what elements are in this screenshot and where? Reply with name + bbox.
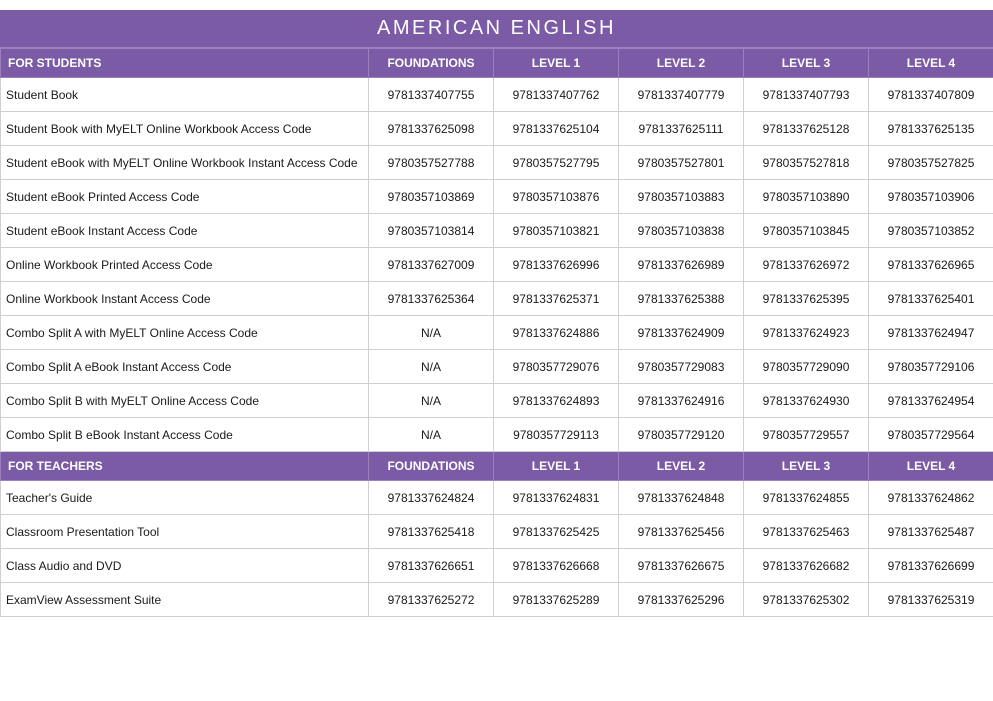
column-header: FOUNDATIONS (369, 452, 494, 481)
isbn-cell: 9780357103869 (369, 180, 494, 214)
isbn-cell: 9781337625364 (369, 282, 494, 316)
table-row (1, 180, 993, 214)
column-header: LEVEL 2 (619, 49, 744, 78)
isbn-cell: 9780357729113 (494, 418, 619, 452)
isbn-cell: 9781337627009 (369, 248, 494, 282)
isbn-cell: 9781337624923 (744, 316, 869, 350)
isbn-cell: 9780357103852 (869, 214, 993, 248)
isbn-cell: 9781337625388 (619, 282, 744, 316)
section-header-students (1, 49, 993, 78)
isbn-cell: 9780357729083 (619, 350, 744, 384)
table-row (1, 316, 993, 350)
isbn-cell: 9780357729076 (494, 350, 619, 384)
isbn-cell: N/A (369, 384, 494, 418)
isbn-cell: 9781337626651 (369, 549, 494, 583)
isbn-cell: 9781337624824 (369, 481, 494, 515)
table-row (1, 214, 993, 248)
isbn-table-container (0, 10, 993, 617)
table-row (1, 515, 993, 549)
product-name-cell: Student eBook with MyELT Online Workbook Instant Access Code (1, 146, 369, 180)
isbn-cell: 9781337625289 (494, 583, 619, 617)
isbn-cell: 9781337624909 (619, 316, 744, 350)
isbn-cell: 9781337624886 (494, 316, 619, 350)
product-name-cell: Combo Split B eBook Instant Access Code (1, 418, 369, 452)
isbn-cell: 9781337624831 (494, 481, 619, 515)
table-row (1, 350, 993, 384)
column-header: LEVEL 4 (869, 49, 993, 78)
isbn-cell: 9781337626965 (869, 248, 993, 282)
isbn-cell: 9780357729106 (869, 350, 993, 384)
section-header-teachers (1, 452, 993, 481)
product-name-cell: Combo Split A eBook Instant Access Code (1, 350, 369, 384)
isbn-cell: 9781337624862 (869, 481, 993, 515)
table-row (1, 418, 993, 452)
product-name-cell: Student Book (1, 78, 369, 112)
isbn-cell: 9781337407762 (494, 78, 619, 112)
table-row (1, 112, 993, 146)
isbn-cell: 9781337625319 (869, 583, 993, 617)
isbn-cell: N/A (369, 418, 494, 452)
table-row (1, 384, 993, 418)
isbn-cell: 9780357527795 (494, 146, 619, 180)
isbn-cell: 9780357527788 (369, 146, 494, 180)
column-header: LEVEL 3 (744, 49, 869, 78)
isbn-table-body (1, 49, 993, 617)
isbn-cell: 9781337625272 (369, 583, 494, 617)
isbn-cell: 9781337626996 (494, 248, 619, 282)
section-title-teachers: FOR TEACHERS (1, 452, 369, 481)
product-name-cell: Online Workbook Printed Access Code (1, 248, 369, 282)
isbn-cell: 9781337626989 (619, 248, 744, 282)
isbn-cell: 9781337625128 (744, 112, 869, 146)
table-row (1, 248, 993, 282)
isbn-cell: 9781337626699 (869, 549, 993, 583)
column-header: FOUNDATIONS (369, 49, 494, 78)
isbn-cell: 9781337624916 (619, 384, 744, 418)
column-header: LEVEL 2 (619, 452, 744, 481)
isbn-cell: 9781337625418 (369, 515, 494, 549)
product-name-cell: Teacher's Guide (1, 481, 369, 515)
product-name-cell: Student Book with MyELT Online Workbook Access Code (1, 112, 369, 146)
section-title-students: FOR STUDENTS (1, 49, 369, 78)
isbn-cell: 9781337624947 (869, 316, 993, 350)
table-row (1, 282, 993, 316)
isbn-cell: 9780357103890 (744, 180, 869, 214)
product-name-cell: Student eBook Printed Access Code (1, 180, 369, 214)
isbn-cell: 9780357729090 (744, 350, 869, 384)
isbn-cell: 9780357103845 (744, 214, 869, 248)
table-row (1, 583, 993, 617)
isbn-cell: 9780357103876 (494, 180, 619, 214)
column-header: LEVEL 1 (494, 49, 619, 78)
table-row (1, 481, 993, 515)
isbn-cell: 9781337625104 (494, 112, 619, 146)
isbn-cell: 9780357729120 (619, 418, 744, 452)
isbn-cell: 9780357527825 (869, 146, 993, 180)
isbn-table (0, 48, 993, 617)
isbn-cell: 9781337625111 (619, 112, 744, 146)
isbn-cell: 9781337626668 (494, 549, 619, 583)
product-name-cell: Class Audio and DVD (1, 549, 369, 583)
isbn-cell: 9781337625302 (744, 583, 869, 617)
isbn-cell: 9781337624893 (494, 384, 619, 418)
table-row (1, 146, 993, 180)
isbn-cell: 9781337407755 (369, 78, 494, 112)
isbn-cell: 9781337625456 (619, 515, 744, 549)
isbn-cell: 9781337407779 (619, 78, 744, 112)
isbn-cell: 9781337625395 (744, 282, 869, 316)
table-row (1, 78, 993, 112)
isbn-cell: 9781337407809 (869, 78, 993, 112)
product-name-cell: Classroom Presentation Tool (1, 515, 369, 549)
isbn-cell: 9781337626682 (744, 549, 869, 583)
isbn-cell: 9780357527818 (744, 146, 869, 180)
isbn-cell: 9781337625135 (869, 112, 993, 146)
isbn-cell: 9781337624848 (619, 481, 744, 515)
isbn-cell: 9781337626972 (744, 248, 869, 282)
isbn-cell: 9780357103906 (869, 180, 993, 214)
isbn-cell: 9781337624855 (744, 481, 869, 515)
isbn-cell: 9781337625463 (744, 515, 869, 549)
isbn-cell: 9781337625098 (369, 112, 494, 146)
column-header: LEVEL 3 (744, 452, 869, 481)
isbn-cell: 9781337626675 (619, 549, 744, 583)
isbn-cell: 9780357527801 (619, 146, 744, 180)
isbn-cell: 9781337625371 (494, 282, 619, 316)
isbn-cell: 9781337625296 (619, 583, 744, 617)
product-name-cell: Online Workbook Instant Access Code (1, 282, 369, 316)
isbn-cell: 9781337625401 (869, 282, 993, 316)
table-title: AMERICAN ENGLISH (0, 10, 993, 48)
isbn-cell: 9781337625487 (869, 515, 993, 549)
isbn-cell: 9780357103814 (369, 214, 494, 248)
product-name-cell: Combo Split A with MyELT Online Access Code (1, 316, 369, 350)
isbn-cell: 9781337624954 (869, 384, 993, 418)
isbn-cell: 9781337624930 (744, 384, 869, 418)
isbn-cell: 9780357103821 (494, 214, 619, 248)
isbn-cell: 9781337625425 (494, 515, 619, 549)
product-name-cell: Combo Split B with MyELT Online Access Code (1, 384, 369, 418)
isbn-cell: 9781337407793 (744, 78, 869, 112)
column-header: LEVEL 1 (494, 452, 619, 481)
isbn-cell: 9780357729564 (869, 418, 993, 452)
isbn-cell: 9780357103883 (619, 180, 744, 214)
isbn-cell: N/A (369, 316, 494, 350)
table-row (1, 549, 993, 583)
isbn-cell: 9780357729557 (744, 418, 869, 452)
isbn-cell: 9780357103838 (619, 214, 744, 248)
product-name-cell: Student eBook Instant Access Code (1, 214, 369, 248)
column-header: LEVEL 4 (869, 452, 993, 481)
product-name-cell: ExamView Assessment Suite (1, 583, 369, 617)
isbn-cell: N/A (369, 350, 494, 384)
